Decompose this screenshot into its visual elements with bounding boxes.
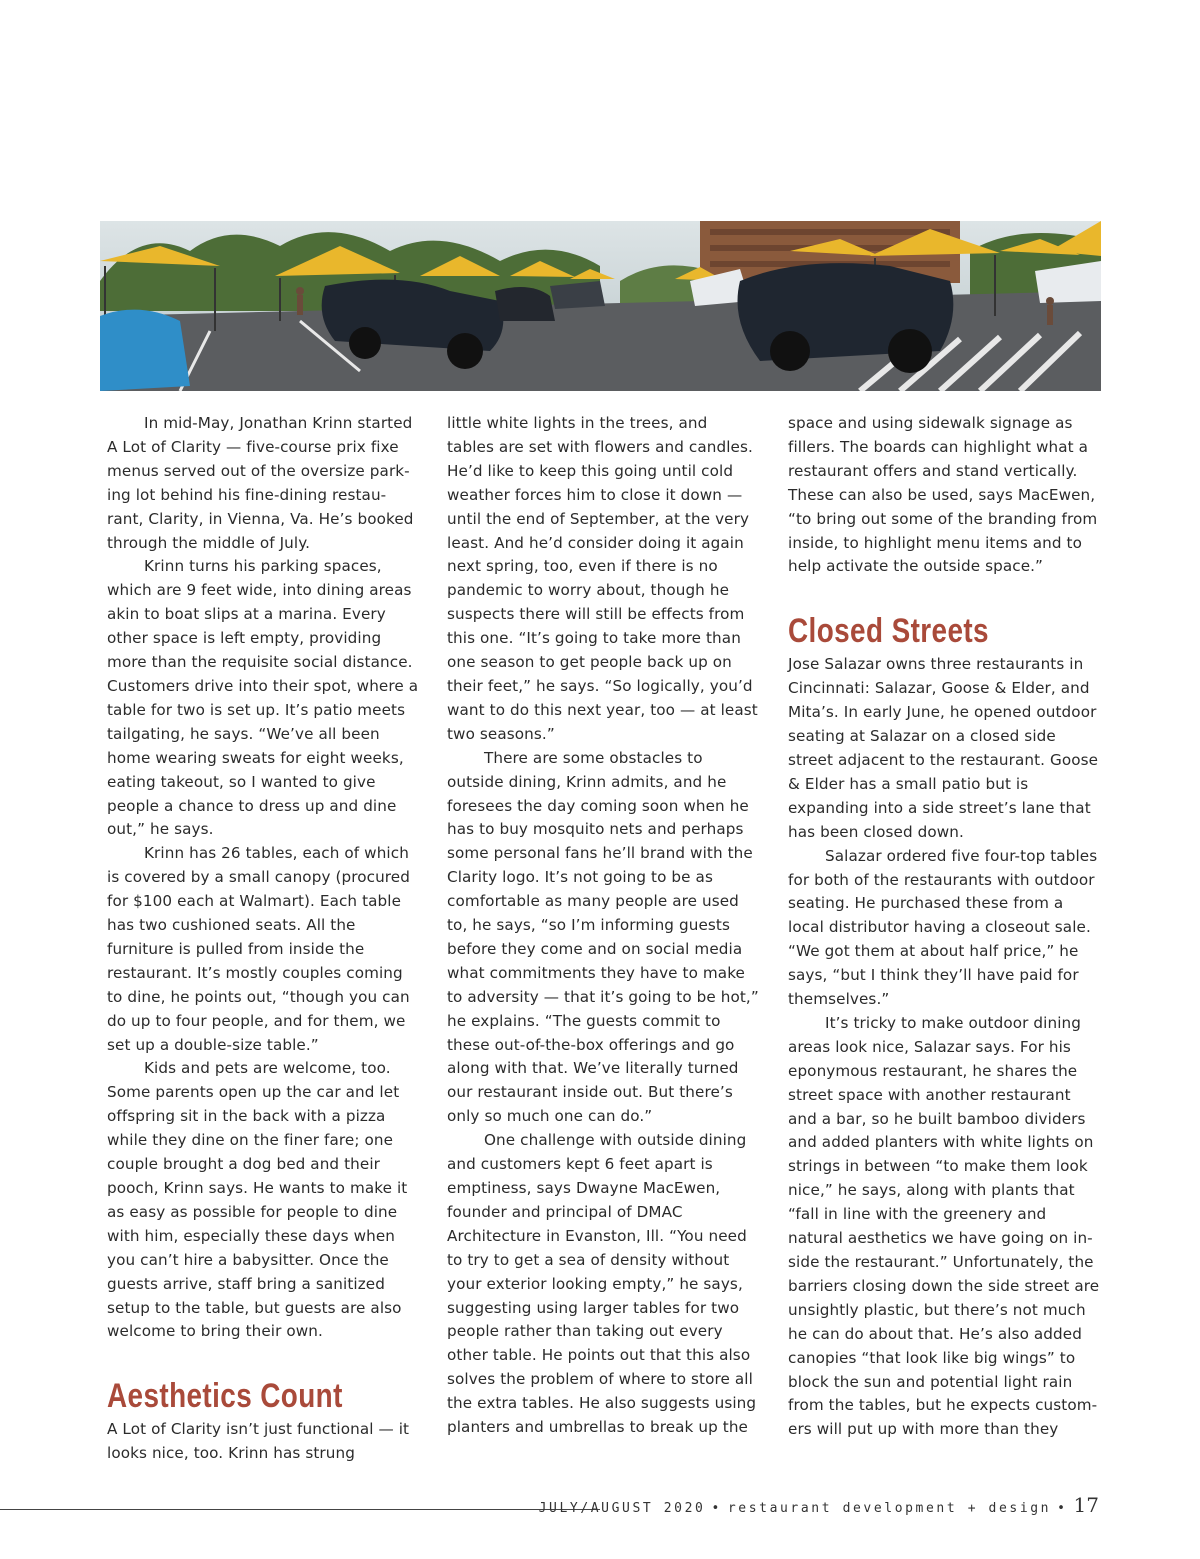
article-column-1 [107,412,419,1466]
footer-bullet: • [1057,1501,1068,1516]
footer-rule [0,1509,600,1510]
body-paragraph: In mid-May, Jonathan Krinn started A Lot of Clarity — five-course prix fixe menus served out of the oversize park-ing lot behind his fine-dining restau-rant, Clarity, in Vienna, Va. He’s booked through the middle of July. [107,414,414,552]
body-paragraph: Krinn has 26 tables, each of which is covered by a small canopy (procured for $100 each at Walmart). Each table has two cushioned seats. All the furniture is pulled from inside the restaurant. It’s mostly couples coming to dine, he points out, “though you can do up to four people, and for them, we set up a double-size table.” [107,844,410,1054]
article-column-2 [447,412,759,1440]
body-paragraph: One challenge with outside dining and customers kept 6 feet apart is emptiness, says Dwayne MacEwen, founder and principal of DMAC Architecture in Evanston, Ill. “You need to try to get a sea of density without your exterior looking empty,” he says, suggesting using larger tables for two people rather than taking out every other table. He points out that this also solves the problem of where to store all the extra tables. He also suggests using planters and umbrellas to break up the [447,1131,757,1437]
page-footer [539,1493,1099,1517]
body-paragraph: little white lights in the trees, and tables are set with flowers and candles. He’d like to keep this going until cold weather forces him to close it down — until the end of September, at the very least. And he’d consider doing it again next spring, too, even if there is no pandemic to worry about, though he suspects there will still be effects from this one. “It’s going to take more than one season to get people back up on their feet,” he says. “So logically, you’d want to do this next year, too — at least two seasons.” [447,414,758,743]
body-paragraph: There are some obstacles to outside dining, Krinn admits, and he foresees the day coming soon when he has to buy mosquito nets and perhaps some personal fans he’ll brand with the Clarity logo. It’s not going to be as comfortable as many people are used to, he says, “so I’m informing guests before they come and on social media what commitments they have to make to adversity — that it’s going to be hot,” he explains. “The guests commit to these out-of-the-box offerings and go along with that. We’ve literally turned our restaurant inside out. But there’s only so much one can do.” [447,748,759,1126]
section-heading-aesthetics: Aesthetics Count [107,1377,343,1416]
article-column-3 [788,412,1100,1442]
footer-issue: JULY/AUGUST 2020 [538,1501,706,1516]
body-paragraph: Salazar ordered five four-top tables for both of the restaurants with outdoor seating. He purchased these from a local distributor having a closeout sale. “We got them at about half price,” he says, “but I think they’ll have paid for themselves.” [788,846,1098,1009]
footer-publication: restaurant development + design [727,1501,1052,1516]
footer-bullet: • [711,1501,722,1516]
body-paragraph: Jose Salazar owns three restaurants in Cincinnati: Salazar, Goose & Elder, and Mita’s. In early June, he opened outdoor seating at Salazar on a closed side street adjacent to the restaurant. Goose & Elder has a small patio but is expanding into a side street’s lane that has been closed down. [788,655,1099,841]
body-paragraph: Krinn turns his parking spaces, which are 9 feet wide, into dining areas akin to boat slips at a marina. Every other space is left empty, providing more than the requisite social distance. Customers drive into their spot, where a table for two is set up. It’s patio meets tailgating, he says. “We’ve all been home wearing sweats for eight weeks, eating takeout, so I wanted to give people a chance to dress up and dine out,” he says. [107,557,419,839]
body-paragraph: A Lot of Clarity isn’t just functional — it looks nice, too. Krinn has strung [107,1420,410,1463]
body-paragraph: Kids and pets are welcome, too. Some parents open up the car and let offspring sit in the back with a pizza while they dine on the finer fare; one couple brought a dog bed and their pooch, Krinn says. He wants to make it as easy as possible for people to dine with him, especially these days when you can’t hire a babysitter. Once the guests arrive, staff bring a sanitized setup to the table, but guests are also welcome to bring their own. [107,1059,408,1341]
section-heading-closed-streets: Closed Streets [788,612,989,651]
photo-outdoor-dining-parking-lot-icon [100,221,1101,391]
body-paragraph: It’s tricky to make outdoor dining areas look nice, Salazar says. For his eponymous restaurant, he shares the street space with another restaurant and a bar, so he built bamboo dividers and added planters with white lights on strings in between “to make them look nice,” he says, along with plants that “fall in line with the greenery and natural aesthetics we have going on in-side the restaurant.” Unfortunately, the barriers closing down the side street are unsightly plastic, but there’s not much he can do about that. He’s also added canopies “that look like big wings” to block the sun and potential light rain from the tables, but he expects custom-ers will put up with more than they [788,1013,1100,1439]
body-paragraph: space and using sidewalk signage as fillers. The boards can highlight what a restaurant offers and stand vertically. These can also be used, says MacEwen, “to bring out some of the branding from inside, to highlight menu items and to help activate the outside space.” [788,414,1098,576]
header-photo [100,221,1101,391]
page-number: 17 [1073,1493,1099,1517]
